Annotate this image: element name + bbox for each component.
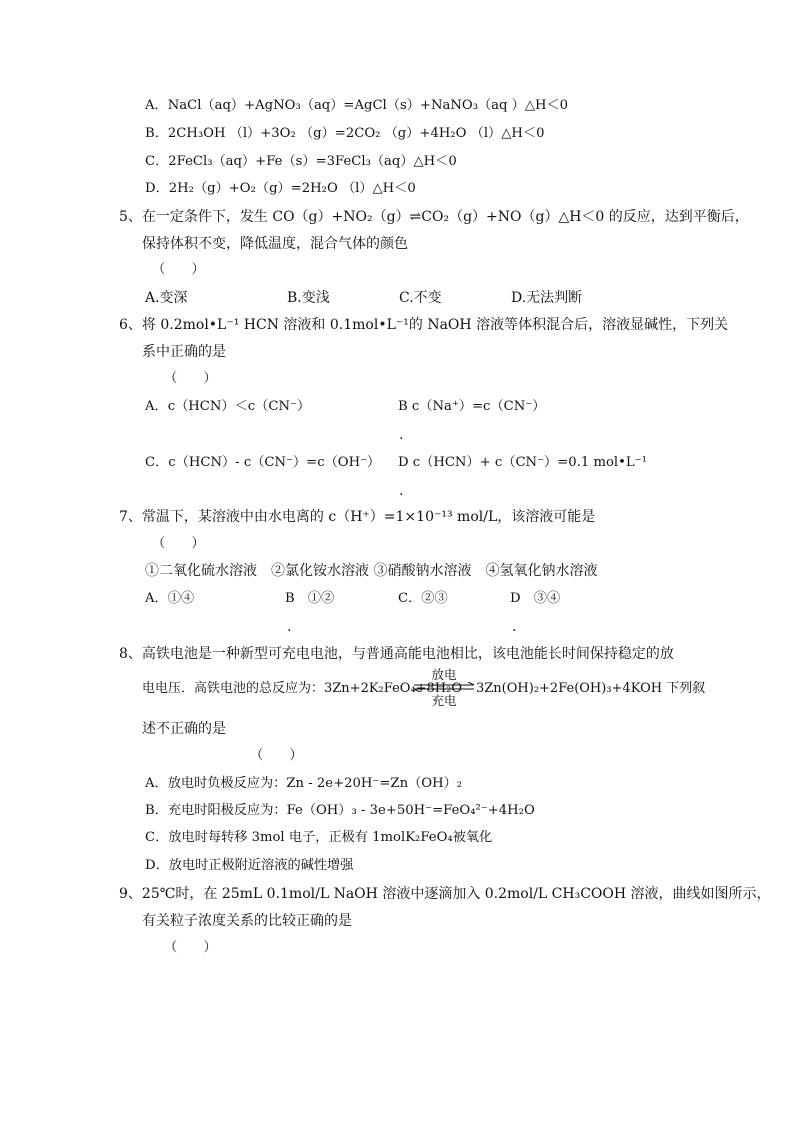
q6-option-d: D c（HCN）+ c（CN⁻）=0.1 mol•L⁻¹ <box>398 455 647 470</box>
q6-option-b-dot: . <box>399 427 404 443</box>
q7-items: ①二氧化硫水溶液 ②氯化铵水溶液 ③硝酸钠水溶液 ④氢氧化钠水溶液 <box>145 563 598 579</box>
q5-stem-line2: 保持体积不变，降低温度，混合气体的颜色 <box>142 236 408 252</box>
q8-stem-line3: 述不正确的是 <box>142 721 226 737</box>
q4-option-a: A．NaCl（aq）+AgNO₃（aq）=AgCl（s）+NaNO₃（aq ）△H＜0 <box>145 98 569 113</box>
q5-option-a: A.变深 <box>145 290 188 306</box>
q6-option-d-dot: . <box>399 483 404 499</box>
q6-stem-line1: 6、将 0.2mol•L⁻¹ HCN 溶液和 0.1mol•L⁻¹的 NaOH 溶液等体积混合后，溶液显碱性，下列关 <box>119 317 729 333</box>
q5-answer-blank: （ ） <box>152 262 205 277</box>
q7-option-b: B ①② <box>285 591 335 606</box>
q7-answer-blank: （ ） <box>152 536 205 551</box>
q5-option-b: B.变浅 <box>287 290 330 306</box>
q6-option-c: C．c（HCN）- c（CN⁻）=c（OH⁻） <box>145 455 381 470</box>
q8-stem-line2b: 3Zn(OH)₂+2Fe(OH)₃+4KOH 下列叙 <box>476 681 706 696</box>
q8-stem-line2a: 电电压．高铁电池的总反应为：3Zn+2K₂FeO₄+8H₂O <box>142 681 463 696</box>
q8-answer-blank: （ ） <box>250 748 303 763</box>
q8-option-c: C．放电时每转移 3mol 电子，正极有 1molK₂FeO₄被氧化 <box>145 830 493 845</box>
q5-stem-line1: 5、在一定条件下，发生 CO（g）+NO₂（g）⇌CO₂（g）+NO（g）△H＜0 的反应，达到平衡后， <box>119 209 749 225</box>
q8-option-b: B．充电时阳极反应为：Fe（OH）₃ - 3e+50H⁻=FeO₄²⁻+4H₂O <box>145 803 535 818</box>
q6-option-b: B c（Na⁺）=c（CN⁻） <box>398 399 546 414</box>
q5-option-c: C.不变 <box>399 290 442 306</box>
q7-option-d: D ③④ <box>510 591 561 606</box>
q9-stem-line2: 有关粒子浓度关系的比较正确的是 <box>142 913 352 929</box>
q7-option-d-dot: . <box>512 619 517 635</box>
q7-option-c: C．②③ <box>398 591 448 606</box>
q8-stem-line1: 8、高铁电池是一种新型可充电电池，与普通高能电池相比，该电池能长时间保持稳定的放 <box>119 646 674 662</box>
q8-option-d: D．放电时正极附近溶液的碱性增强 <box>145 858 354 873</box>
q9-answer-blank: （ ） <box>164 940 217 955</box>
q6-answer-blank: （ ） <box>164 371 217 386</box>
q5-option-d: D.无法判断 <box>511 290 583 306</box>
q8-option-a: A．放电时负极反应为：Zn - 2e+20H⁻=Zn（OH）₂ <box>145 776 463 791</box>
condition-charge: 充电 <box>431 693 457 708</box>
reversible-arrow-icon <box>413 682 475 692</box>
q4-option-d: D．2H₂（g）+O₂（g）=2H₂O （l）△H＜0 <box>145 181 416 196</box>
q7-stem-line1: 7、常温下，某溶液中由水电离的 c（H⁺）=1×10⁻¹³ mol/L，该溶液可能是 <box>119 509 596 525</box>
q7-option-b-dot: . <box>287 619 292 635</box>
condition-discharge: 放电 <box>431 667 457 682</box>
reaction-condition <box>413 668 475 708</box>
q9-stem-line1: 9、25℃时，在 25mL 0.1mol/L NaOH 溶液中逐滴加入 0.2mol/L CH₃COOH 溶液，曲线如图所示， <box>119 886 771 902</box>
q6-stem-line2: 系中正确的是 <box>142 344 226 360</box>
q4-option-b: B．2CH₃OH （l）+3O₂ （g）=2CO₂ （g）+4H₂O （l）△H＜0 <box>145 126 545 141</box>
q7-option-a: A．①④ <box>145 591 195 606</box>
q4-option-c: C．2FeCl₃（aq）+Fe（s）=3FeCl₃（aq）△H＜0 <box>145 154 457 169</box>
q6-option-a: A．c（HCN）＜c（CN⁻） <box>145 399 311 414</box>
